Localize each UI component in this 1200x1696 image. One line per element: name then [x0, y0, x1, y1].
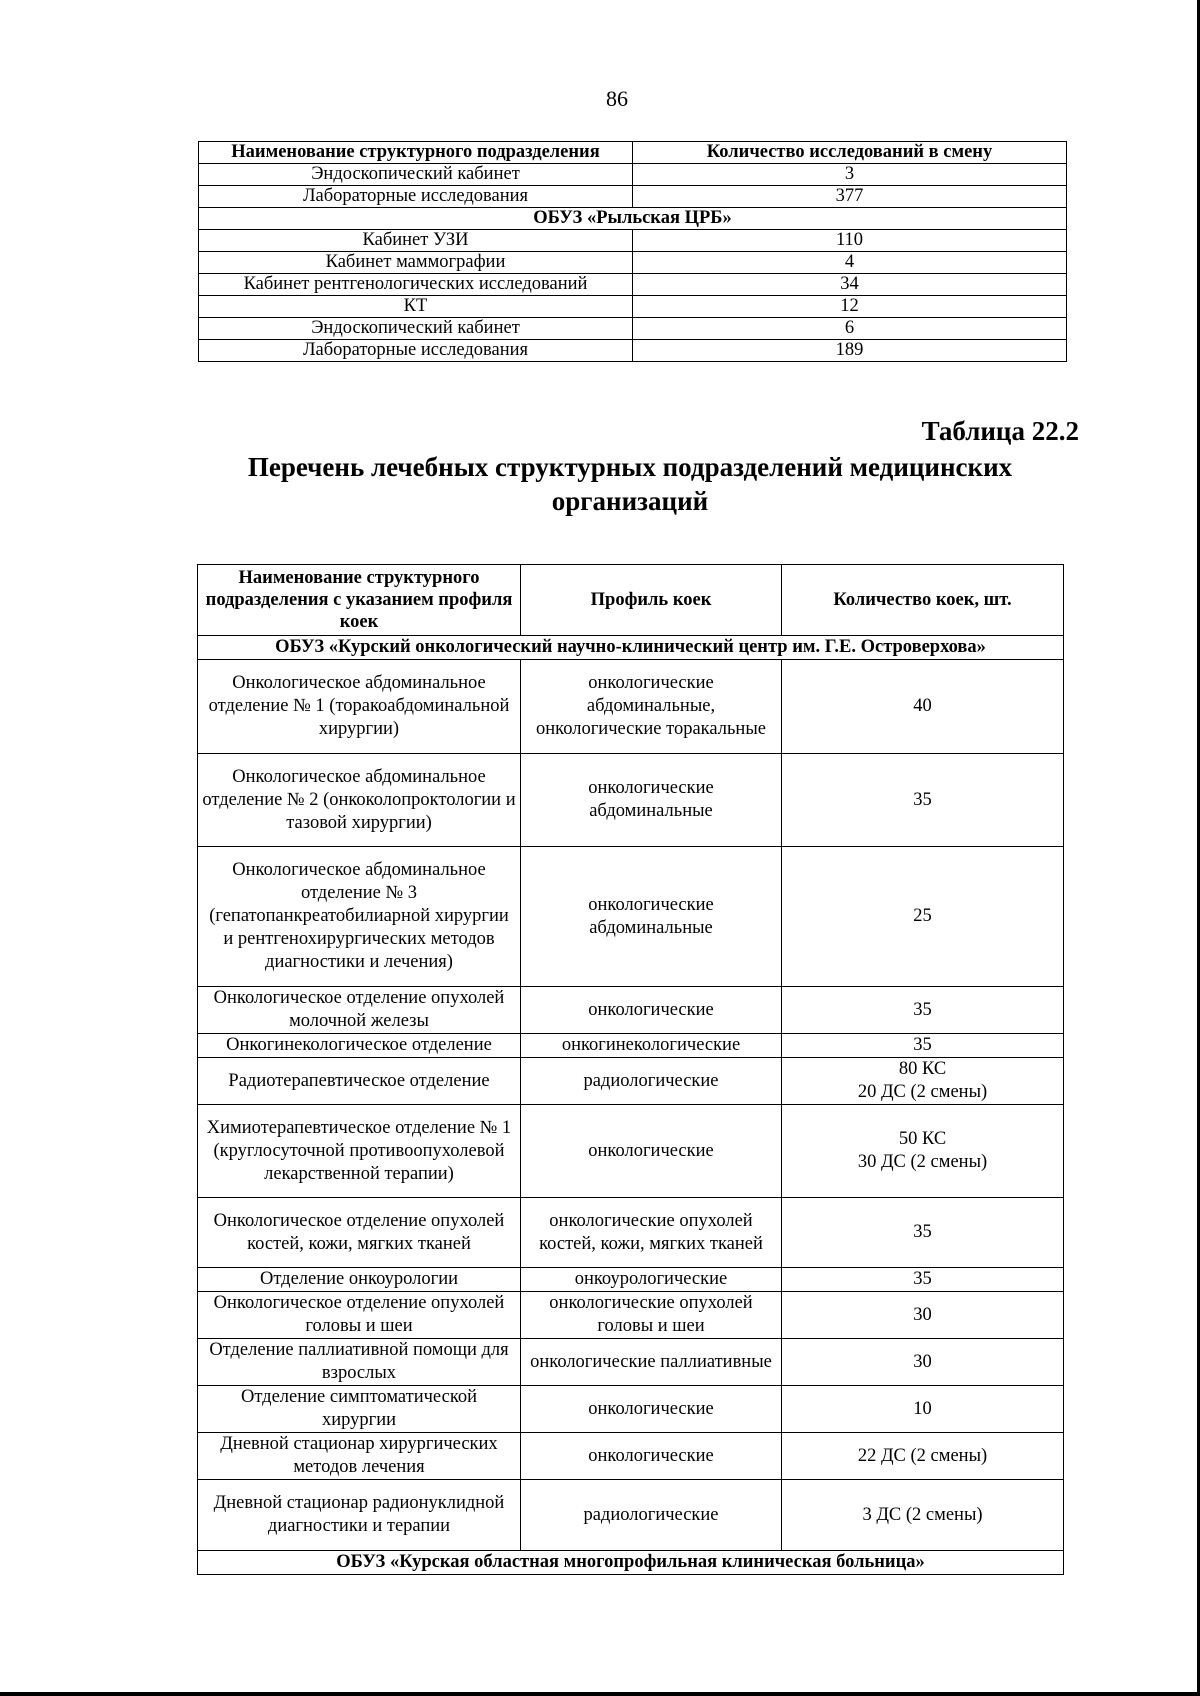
profile-cell: онкологические абдоминальные	[521, 754, 782, 847]
profile-cell: онкологические	[521, 1386, 782, 1433]
table-cell: 377	[633, 186, 1067, 208]
unit-cell: Химиотерапевтическое отделение № 1 (круглосуточной противоопухолевой лекарственной терапии)	[198, 1105, 521, 1198]
unit-cell: Отделение онкоурологии	[198, 1268, 521, 1292]
count-cell: 35	[782, 1034, 1064, 1058]
table-row	[198, 1034, 1064, 1058]
table-row	[198, 1058, 1064, 1105]
table-cell: 189	[633, 340, 1067, 362]
section-row	[198, 636, 1064, 660]
table-cell: Лабораторные исследования	[199, 340, 633, 362]
table-cell: 4	[633, 252, 1067, 274]
count-cell: 30	[782, 1292, 1064, 1339]
unit-cell: Отделение паллиативной помощи для взрослых	[198, 1339, 521, 1386]
profile-cell: онкологические	[521, 1105, 782, 1198]
table-row	[198, 987, 1064, 1034]
profile-cell: онкологические	[521, 1433, 782, 1480]
count-cell: 35	[782, 987, 1064, 1034]
section-row	[199, 208, 1067, 230]
table-cell: Эндоскопический кабинет	[199, 164, 633, 186]
count-cell: 35	[782, 1198, 1064, 1268]
profile-cell: онкологические	[521, 987, 782, 1034]
table-cell: 34	[633, 274, 1067, 296]
table-header-row	[199, 142, 1067, 164]
profile-cell: онкологические абдоминальные, онкологические торакальные	[521, 660, 782, 754]
count-cell: 35	[782, 1268, 1064, 1292]
count-cell: 22 ДС (2 смены)	[782, 1433, 1064, 1480]
table-row	[199, 230, 1067, 252]
unit-cell: Онкологическое абдоминальное отделение № 1 (торакоабдоминальной хирургии)	[198, 660, 521, 754]
count-cell: 3 ДС (2 смены)	[782, 1480, 1064, 1551]
profile-cell: онкогинекологические	[521, 1034, 782, 1058]
diagnostics-table	[198, 141, 1067, 362]
table-header-row	[198, 565, 1064, 636]
profile-cell: радиологические	[521, 1480, 782, 1551]
count-cell: 25	[782, 847, 1064, 987]
profile-cell: онкологические опухолей головы и шеи	[521, 1292, 782, 1339]
table-row	[198, 1386, 1064, 1433]
count-cell: 80 КС 20 ДС (2 смены)	[782, 1058, 1064, 1105]
table-cell: Кабинет маммографии	[199, 252, 633, 274]
profile-cell: онкоурологические	[521, 1268, 782, 1292]
header-cell: Профиль коек	[521, 565, 782, 636]
table-row	[199, 164, 1067, 186]
table-cell: Лабораторные исследования	[199, 186, 633, 208]
table-cell: Эндоскопический кабинет	[199, 318, 633, 340]
header-cell: Наименование структурного подразделения с указанием профиля коек	[198, 565, 521, 636]
unit-cell: Дневной стационар хирургических методов лечения	[198, 1433, 521, 1480]
unit-cell: Радиотерапевтическое отделение	[198, 1058, 521, 1105]
header-cell: Количество исследований в смену	[633, 142, 1067, 164]
table-row	[198, 1198, 1064, 1268]
unit-cell: Онкологическое абдоминальное отделение № 3 (гепатопанкреатобилиарной хирургии и рентгенохирургических методов диагностики и лечения)	[198, 847, 521, 987]
count-cell: 10	[782, 1386, 1064, 1433]
table-cell: Кабинет рентгенологических исследований	[199, 274, 633, 296]
table-row	[198, 1339, 1064, 1386]
diagnostics-table-body	[199, 142, 1067, 362]
table-cell: 6	[633, 318, 1067, 340]
unit-cell: Дневной стационар радионуклидной диагностики и терапии	[198, 1480, 521, 1551]
table-row	[199, 318, 1067, 340]
profile-cell: онкологические абдоминальные	[521, 847, 782, 987]
section-cell: ОБУЗ «Курская областная многопрофильная клиническая больница»	[198, 1551, 1064, 1575]
table-row	[198, 1105, 1064, 1198]
table-row	[198, 847, 1064, 987]
unit-cell: Отделение симптоматической хирургии	[198, 1386, 521, 1433]
section-cell: ОБУЗ «Курский онкологический научно-клинический центр им. Г.Е. Островерхова»	[198, 636, 1064, 660]
count-cell: 50 КС 30 ДС (2 смены)	[782, 1105, 1064, 1198]
unit-cell: Онкологическое абдоминальное отделение № 2 (онкоколопроктологии и тазовой хирургии)	[198, 754, 521, 847]
table-row	[199, 340, 1067, 362]
table-cell: КТ	[199, 296, 633, 318]
unit-cell: Онкологическое отделение опухолей головы и шеи	[198, 1292, 521, 1339]
unit-cell: Онкологическое отделение опухолей костей, кожи, мягких тканей	[198, 1198, 521, 1268]
table-cell: 110	[633, 230, 1067, 252]
table-cell: 12	[633, 296, 1067, 318]
page-number: 86	[606, 86, 628, 111]
table-row	[198, 1480, 1064, 1551]
unit-cell: Онкологическое отделение опухолей молочной железы	[198, 987, 521, 1034]
count-cell: 35	[782, 754, 1064, 847]
table-row	[198, 1268, 1064, 1292]
table-number: Таблица 22.2	[921, 416, 1079, 446]
header-cell: Наименование структурного подразделения	[199, 142, 633, 164]
table-cell: 3	[633, 164, 1067, 186]
count-cell: 30	[782, 1339, 1064, 1386]
table-row	[198, 660, 1064, 754]
table-title: Перечень лечебных структурных подразделений медицинских организаций	[247, 452, 1013, 516]
table-row	[199, 186, 1067, 208]
section-row	[198, 1551, 1064, 1575]
profile-cell: онкологические паллиативные	[521, 1339, 782, 1386]
table-row	[199, 252, 1067, 274]
table-row	[199, 296, 1067, 318]
beds-table-body	[198, 565, 1064, 1575]
profile-cell: радиологические	[521, 1058, 782, 1105]
table-cell: Кабинет УЗИ	[199, 230, 633, 252]
section-cell: ОБУЗ «Рыльская ЦРБ»	[199, 208, 1067, 230]
profile-cell: онкологические опухолей костей, кожи, мягких тканей	[521, 1198, 782, 1268]
count-cell: 40	[782, 660, 1064, 754]
table-row	[199, 274, 1067, 296]
table-row	[198, 754, 1064, 847]
unit-cell: Онкогинекологическое отделение	[198, 1034, 521, 1058]
table-row	[198, 1433, 1064, 1480]
table-row	[198, 1292, 1064, 1339]
scan-border-bottom	[0, 1692, 1200, 1696]
beds-table	[197, 564, 1064, 1575]
header-cell: Количество коек, шт.	[782, 565, 1064, 636]
